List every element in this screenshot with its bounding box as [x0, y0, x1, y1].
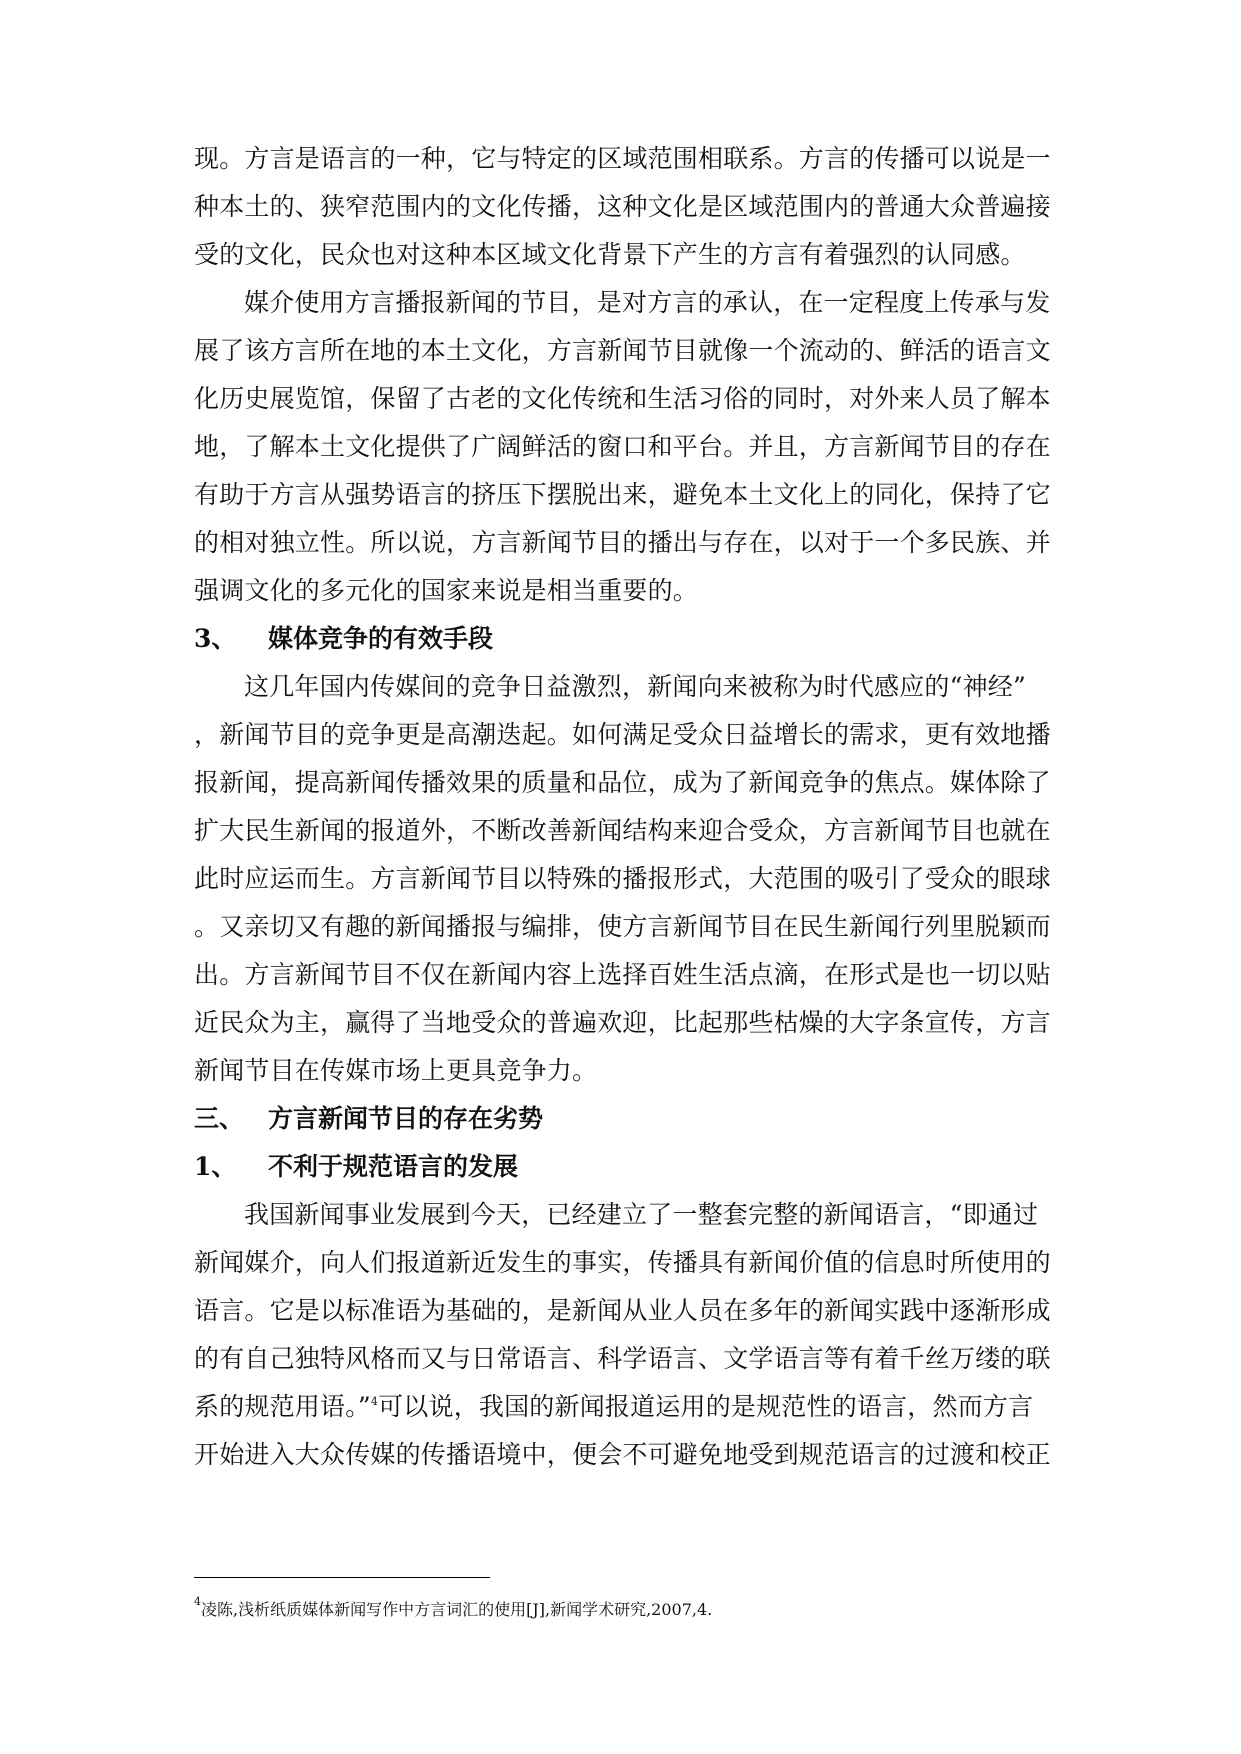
paragraph-line: 新闻媒介，向人们报道新近发生的事实，传播具有新闻价值的信息时所使用的	[194, 1248, 1051, 1277]
paragraph-line: 受的文化，民众也对这种本区域文化背景下产生的方言有着强烈的认同感。	[194, 240, 1026, 269]
section-heading	[194, 613, 493, 665]
paragraph-line: 现。方言是语言的一种，它与特定的区域范围相联系。方言的传播可以说是一	[194, 144, 1051, 173]
paragraph-line: 媒介使用方言播报新闻的节目，是对方言的承认，在一定程度上传承与发	[244, 288, 1051, 317]
paragraph-line: 新闻节目在传媒市场上更具竞争力。	[194, 1056, 598, 1085]
paragraph-line	[194, 1381, 1054, 1433]
paragraph-line: 扩大民生新闻的报道外，不断改善新闻结构来迎合受众，方言新闻节目也就在	[194, 816, 1051, 845]
paragraph-line: 近民众为主，赢得了当地受众的普遍欢迎，比起那些枯燥的大字条宣传，方言	[194, 1008, 1051, 1037]
paragraph-line: 开始进入大众传媒的传播语境中，便会不可避免地受到规范语言的过渡和校正	[194, 1440, 1051, 1469]
paragraph-line: 我国新闻事业发展到今天，已经建立了一整套完整的新闻语言，“即通过	[244, 1200, 1039, 1229]
paragraph-line: 此时应运而生。方言新闻节目以特殊的播报形式，大范围的吸引了受众的眼球	[194, 864, 1051, 893]
paragraph-line: 展了该方言所在地的本土文化，方言新闻节目就像一个流动的、鲜活的语言文	[194, 336, 1051, 365]
heading-number: 1、	[194, 1152, 237, 1181]
paragraph-line: 的相对独立性。所以说，方言新闻节目的播出与存在，以对于一个多民族、并	[194, 528, 1051, 557]
heading-text: 方言新闻节目的存在劣势	[268, 1104, 544, 1133]
heading-number: 三、	[194, 1104, 245, 1133]
paragraph-line: 种本土的、狭窄范围内的文化传播，这种文化是区域范围内的普通大众普遍接	[194, 192, 1051, 221]
paragraph-line: 化历史展览馆，保留了古老的文化传统和生活习俗的同时，对外来人员了解本	[194, 384, 1051, 413]
footnote-mark: 4	[194, 1595, 201, 1608]
footnote-text: 凌陈,浅析纸质媒体新闻写作中方言词汇的使用[J],新闻学术研究,2007,4.	[201, 1600, 713, 1619]
paragraph-line: ，新闻节目的竞争更是高潮迭起。如何满足受众日益增长的需求，更有效地播	[194, 720, 1051, 749]
paragraph-line: 。又亲切又有趣的新闻播报与编排，使方言新闻节目在民生新闻行列里脱颖而	[194, 912, 1051, 941]
footnote-reference[interactable]: 4	[370, 1395, 379, 1408]
section-heading	[194, 1141, 518, 1193]
paragraph-line: 地，了解本土文化提供了广阔鲜活的窗口和平台。并且，方言新闻节目的存在	[194, 432, 1051, 461]
paragraph-line: 的有自己独特风格而又与日常语言、科学语言、文学语言等有着千丝万缕的联	[194, 1344, 1051, 1373]
heading-text: 不利于规范语言的发展	[268, 1152, 519, 1181]
footnote	[194, 1595, 713, 1622]
chapter-heading	[194, 1093, 543, 1145]
line-text: 可以说，我国的新闻报道运用的是规范性的语言，然而方言	[378, 1392, 1034, 1421]
paragraph-line: 有助于方言从强势语言的挤压下摆脱出来，避免本土文化上的同化，保持了它	[194, 480, 1051, 509]
line-text: 系的规范用语。”	[194, 1392, 371, 1421]
footnote-separator	[194, 1577, 490, 1578]
paragraph-line: 报新闻，提高新闻传播效果的质量和品位，成为了新闻竞争的焦点。媒体除了	[194, 768, 1051, 797]
heading-text: 媒体竞争的有效手段	[268, 624, 494, 653]
paragraph-line: 强调文化的多元化的国家来说是相当重要的。	[194, 576, 699, 605]
paragraph-line: 语言。它是以标准语为基础的，是新闻从业人员在多年的新闻实践中逐渐形成	[194, 1296, 1051, 1325]
paragraph-line: 这几年国内传媒间的竞争日益激烈，新闻向来被称为时代感应的“神经”	[244, 672, 1026, 701]
heading-number: 3、	[194, 624, 237, 653]
paragraph-line: 出。方言新闻节目不仅在新闻内容上选择百姓生活点滴，在形式是也一切以贴	[194, 960, 1051, 989]
